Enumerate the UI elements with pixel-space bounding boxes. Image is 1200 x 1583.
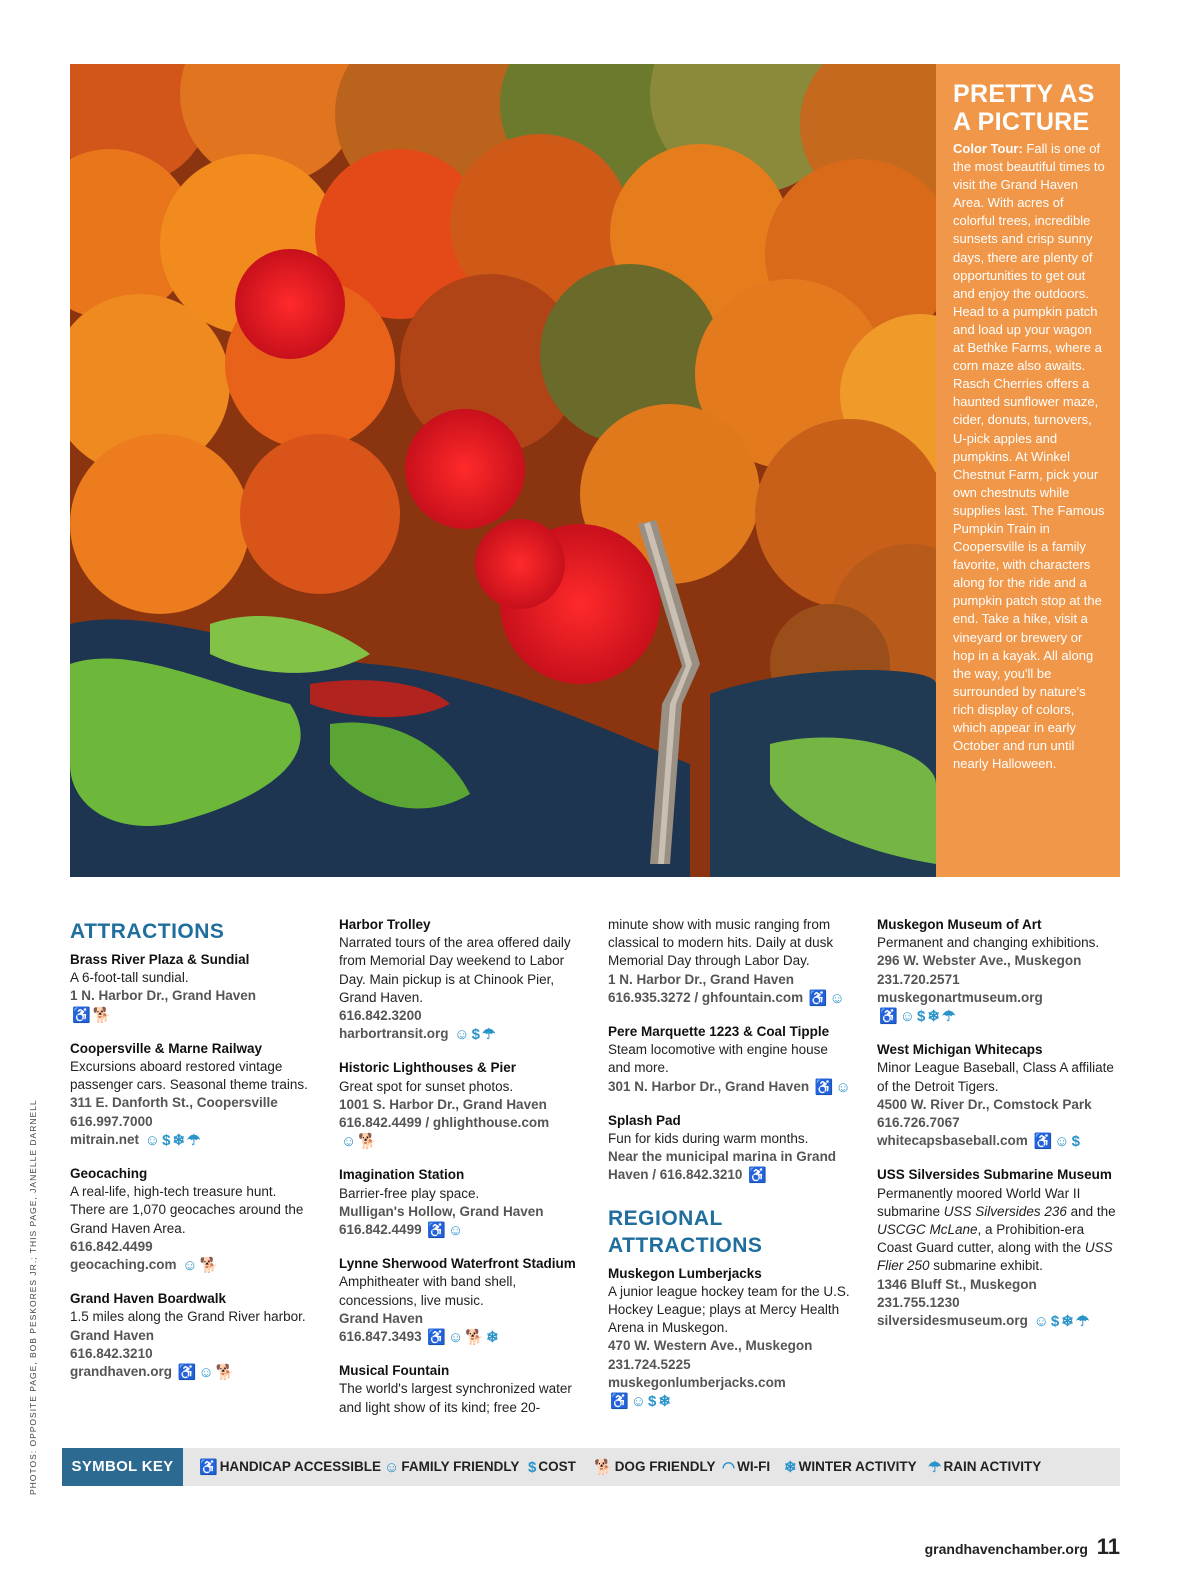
desc-italic-1: USS Silversides 236 (943, 1203, 1067, 1219)
cost-icon: $ (1071, 1133, 1080, 1151)
listing-imagination-station (339, 1166, 584, 1239)
dog-icon: 🐕 (594, 1459, 613, 1476)
listing-website[interactable]: whitecapsbaseball.com (877, 1133, 1028, 1149)
key-rain (928, 1448, 1041, 1486)
listing-uss-silversides (877, 1166, 1122, 1330)
family-icon: ☺ (182, 1257, 198, 1275)
listing-harbor-trolley (339, 916, 584, 1043)
listing-name: Harbor Trolley (339, 917, 431, 932)
listing-phone: 616.842.3210 (70, 1345, 153, 1361)
family-icon: ☺ (835, 1078, 851, 1096)
listing-address: 470 W. Western Ave., Muskegon (608, 1338, 813, 1354)
family-icon: ☺ (630, 1393, 647, 1411)
listing-muskegon-museum-of-art (877, 916, 1122, 1025)
listing-address: Grand Haven (70, 1327, 155, 1343)
attractions-heading: ATTRACTIONS (70, 920, 225, 943)
column-4 (877, 916, 1122, 1346)
dog-icon: 🐕 (465, 1329, 485, 1347)
listing-waterfront-stadium (339, 1255, 584, 1346)
listing-pere-marquette (608, 1023, 853, 1096)
family-icon: ☺ (829, 989, 845, 1007)
listing-desc: A junior league hockey team for the U.S. Hockey League; plays at Mercy Health Arena in Muskegon. (608, 1283, 850, 1336)
umbrella-icon: ☂ (928, 1459, 942, 1476)
listing-desc: Excursions aboard restored vintage passenger cars. Seasonal theme trains. (70, 1059, 308, 1093)
listing-name: Brass River Plaza & Sundial (70, 952, 250, 967)
key-dog-label: DOG FRIENDLY (614, 1459, 716, 1474)
cost-icon: $ (917, 1008, 926, 1026)
handicap-icon: ♿ (808, 989, 828, 1007)
regional-heading-line2: ATTRACTIONS (608, 1233, 763, 1257)
listing-address: 311 E. Danforth St., Coopersville (70, 1095, 278, 1111)
handicap-icon: ♿ (427, 1222, 447, 1240)
snowflake-icon: ❄ (1061, 1313, 1074, 1331)
handicap-icon: ♿ (427, 1329, 447, 1347)
regional-heading-line1: REGIONAL (608, 1206, 723, 1230)
dog-icon: 🐕 (215, 1364, 235, 1382)
cost-icon: $ (162, 1131, 171, 1149)
color-tour-sidebar (936, 64, 1120, 877)
family-icon: ☺ (384, 1459, 400, 1476)
listing-desc (877, 1185, 1122, 1276)
sidebar-title: PRETTY AS A PICTURE (953, 80, 1095, 136)
listing-phone: 616.847.3493 (339, 1329, 422, 1345)
family-icon: ☺ (341, 1133, 357, 1151)
listing-musical-fountain-cont (608, 916, 853, 1007)
page-number: 11 (1096, 1534, 1120, 1559)
listing-address: 1 N. Harbor Dr., Grand Haven (70, 988, 257, 1004)
listing-muskegon-lumberjacks (608, 1265, 853, 1411)
key-cost (528, 1448, 576, 1486)
key-family-label: FAMILY FRIENDLY (401, 1459, 520, 1474)
listing-phone: 231.720.2571 (877, 971, 960, 987)
listing-address: Grand Haven (339, 1310, 424, 1326)
desc-italic-2: USCGC McLane (877, 1222, 978, 1238)
key-wifi (722, 1448, 770, 1486)
umbrella-icon: ☂ (481, 1026, 496, 1044)
listing-phone: 616.842.4499 (70, 1238, 153, 1254)
listing-website[interactable]: muskegonlumberjacks.com (608, 1374, 786, 1390)
key-handicap (199, 1448, 381, 1486)
listing-name: Coopersville & Marne Railway (70, 1040, 263, 1056)
handicap-icon: ♿ (610, 1393, 629, 1411)
listing-historic-lighthouses (339, 1059, 584, 1150)
desc-part-b: and the (1066, 1203, 1116, 1219)
listing-address: 1 N. Harbor Dr., Grand Haven (608, 971, 795, 987)
listing-name: Musical Fountain (339, 1363, 450, 1379)
listing-name: Splash Pad (608, 1112, 681, 1128)
listing-desc: Minor League Baseball, Class A affiliate of the Detroit Tigers. (877, 1060, 1114, 1094)
listing-address: 4500 W. River Dr., Comstock Park (877, 1096, 1092, 1112)
listing-coopersville-railway (70, 1040, 315, 1149)
listing-website[interactable]: silversidesmuseum.org (877, 1313, 1028, 1329)
family-icon: ☺ (1054, 1133, 1070, 1151)
listing-desc: Narrated tours of the area offered daily from Memorial Day weekend to Labor Day. Main pickup is at Chinook Pier, Grand Haven. (339, 935, 571, 1005)
key-family (384, 1448, 519, 1486)
listing-desc: Steam locomotive with engine house and more. (608, 1042, 828, 1076)
listing-geocaching (70, 1165, 315, 1274)
listing-desc: Great spot for sunset photos. (339, 1078, 514, 1094)
listing-phone: 231.755.1230 (877, 1294, 960, 1310)
snowflake-icon: ❄ (927, 1008, 940, 1026)
listing-name: USS Silversides Submarine Museum (877, 1167, 1112, 1183)
key-wifi-label: WI-FI (737, 1459, 771, 1474)
listing-name: Pere Marquette 1223 & Coal Tipple (608, 1024, 830, 1040)
listing-desc: Amphitheater with band shell, concessions, live music. (339, 1274, 517, 1308)
listing-desc: A real-life, high-tech treasure hunt. There are 1,070 geocaches around the Grand Haven Area. (70, 1184, 304, 1236)
symbol-key-label: SYMBOL KEY (62, 1448, 183, 1486)
umbrella-icon: ☂ (187, 1131, 201, 1149)
listing-address: Near the municipal marina in Grand Haven / 616.842.3210 (608, 1149, 837, 1183)
listing-address: Mulligan's Hollow, Grand Haven (339, 1203, 544, 1219)
desc-part-a: Permanently moored World War II submarine (877, 1185, 1081, 1219)
listing-phone: 231.724.5225 (608, 1356, 691, 1372)
listing-phone: 616.842.4499 (339, 1222, 422, 1238)
listing-musical-fountain (339, 1362, 584, 1417)
symbol-key-bar (62, 1448, 1120, 1486)
family-icon: ☺ (448, 1222, 464, 1240)
listing-whitecaps (877, 1041, 1122, 1150)
listing-desc: A 6-foot-tall sundial. (70, 970, 189, 986)
handicap-icon: ♿ (72, 1006, 91, 1024)
cost-icon: $ (648, 1393, 657, 1411)
key-handicap-label: HANDICAP ACCESSIBLE (219, 1459, 381, 1474)
snowflake-icon: ❄ (658, 1393, 671, 1411)
family-icon: ☺ (198, 1364, 214, 1382)
family-icon: ☺ (1033, 1313, 1049, 1331)
handicap-icon: ♿ (748, 1167, 767, 1185)
listing-desc: The world's largest synchronized water and light show of its kind; free 20- (339, 1381, 572, 1415)
listing-desc: Permanent and changing exhibitions. (877, 935, 1100, 951)
key-winter-label: WINTER ACTIVITY (798, 1459, 917, 1474)
autumn-forest-photo (70, 64, 936, 877)
listing-phone: 616.997.7000 (70, 1113, 153, 1129)
wifi-icon: ◠ (722, 1459, 736, 1476)
family-icon: ☺ (144, 1131, 161, 1149)
dog-icon: 🐕 (199, 1257, 219, 1275)
cost-icon: $ (471, 1026, 480, 1044)
snowflake-icon: ❄ (784, 1459, 797, 1476)
listing-desc: Barrier-free play space. (339, 1185, 480, 1201)
listing-website[interactable]: mitrain.net (70, 1131, 140, 1147)
listing-address: 296 W. Webster Ave., Muskegon (877, 953, 1082, 969)
handicap-icon: ♿ (199, 1459, 218, 1476)
listing-name: Grand Haven Boardwalk (70, 1291, 227, 1307)
listing-address: 1001 S. Harbor Dr., Grand Haven (339, 1096, 547, 1112)
listing-name: Imagination Station (339, 1167, 465, 1183)
snowflake-icon: ❄ (486, 1329, 499, 1347)
desc-italic-3: USS Flier 250 (877, 1240, 1113, 1274)
listing-name: Historic Lighthouses & Pier (339, 1060, 517, 1076)
listing-name: Lynne Sherwood Waterfront Stadium (339, 1256, 576, 1272)
snowflake-icon: ❄ (172, 1131, 186, 1149)
cost-icon: $ (1050, 1313, 1060, 1331)
column-3 (608, 916, 853, 1426)
listing-website[interactable]: harbortransit.org (339, 1026, 449, 1042)
listing-website[interactable]: muskegonartmuseum.org (877, 989, 1043, 1005)
key-dog (594, 1448, 715, 1486)
photo-credit: PHOTOS: OPPOSITE PAGE, BOB PESKORES JR.; THIS PAGE, JANELLE DARNELL (28, 1099, 38, 1495)
sidebar-text (953, 140, 1106, 773)
handicap-icon: ♿ (1033, 1133, 1053, 1151)
umbrella-icon: ☂ (941, 1008, 956, 1026)
listing-splash-pad (608, 1112, 853, 1185)
handicap-icon: ♿ (814, 1078, 834, 1096)
regional-heading (608, 1205, 853, 1259)
sidebar-lead: Color Tour: (953, 141, 1023, 156)
listing-desc: 1.5 miles along the Grand River harbor. (70, 1309, 306, 1325)
desc-part-d: submarine exhibit. (929, 1258, 1043, 1274)
listing-grand-haven-boardwalk (70, 1290, 315, 1381)
family-icon: ☺ (899, 1008, 916, 1026)
listing-phone: 616.842.3200 (339, 1008, 422, 1024)
listing-website[interactable]: geocaching.com (70, 1257, 177, 1273)
listing-name: Muskegon Lumberjacks (608, 1265, 762, 1281)
listing-address: 301 N. Harbor Dr., Grand Haven (608, 1078, 810, 1094)
listing-icons (70, 1007, 111, 1022)
cost-icon: $ (528, 1459, 537, 1476)
family-icon: ☺ (448, 1329, 464, 1347)
key-cost-label: COST (538, 1459, 576, 1474)
listing-desc: Fun for kids during warm months. (608, 1131, 809, 1147)
listing-name: West Michigan Whitecaps (877, 1042, 1043, 1058)
listing-brass-river-plaza (70, 951, 315, 1024)
umbrella-icon: ☂ (1075, 1313, 1090, 1331)
desc-part-c: , a Prohibition-era Coast Guard cutter, along with the (877, 1222, 1085, 1256)
footer-url[interactable]: grandhavenchamber.org (924, 1541, 1088, 1557)
dog-icon: 🐕 (358, 1133, 378, 1151)
listing-name: Muskegon Museum of Art (877, 917, 1042, 932)
key-rain-label: RAIN ACTIVITY (943, 1459, 1042, 1474)
listing-website[interactable]: grandhaven.org (70, 1364, 173, 1380)
listing-phone: 616.726.7067 (877, 1115, 960, 1131)
column-2 (339, 916, 584, 1433)
listing-contact[interactable]: 616.935.3272 / ghfountain.com (608, 989, 804, 1005)
key-winter (784, 1448, 917, 1486)
listing-desc: minute show with music ranging from classical to modern hits. Daily at dusk Memorial Day through Labor Day. (608, 917, 834, 969)
listing-name: Geocaching (70, 1166, 148, 1182)
listing-address: 1346 Bluff St., Muskegon (877, 1276, 1037, 1292)
column-1 (70, 916, 315, 1397)
handicap-icon: ♿ (879, 1008, 898, 1026)
family-icon: ☺ (454, 1026, 470, 1044)
dog-icon: 🐕 (92, 1006, 112, 1024)
handicap-icon: ♿ (177, 1364, 197, 1382)
listing-contact[interactable]: 616.842.4499 / ghlighthouse.com (339, 1115, 550, 1131)
sidebar-body: Fall is one of the most beautiful times to visit the Grand Haven Area. With acres of colorful trees, incredible sunsets and crisp sunny days, there are plenty of opportunities to get out and enjoy the outdoors. Head to a pumpkin patch and load up your wagon at Bethke Farms, where a corn maze also awaits. Rasch Cherries offers a haunted sunflower maze, cider, donuts, turnovers, U-pick apples and pumpkins. At Winkel Chestnut Farm, pick your own chestnuts while supplies last. The Famous Pumpkin Train in Coopersville is a family favorite, with characters along for the ride and a pumpkin patch stop at the end. Take a hike, visit a vineyard or brewery or hop in a kayak. All along the way, you'll be surrounded by nature's rich display of colors, which appear in early October and run until nearly Halloween. (953, 141, 1105, 772)
